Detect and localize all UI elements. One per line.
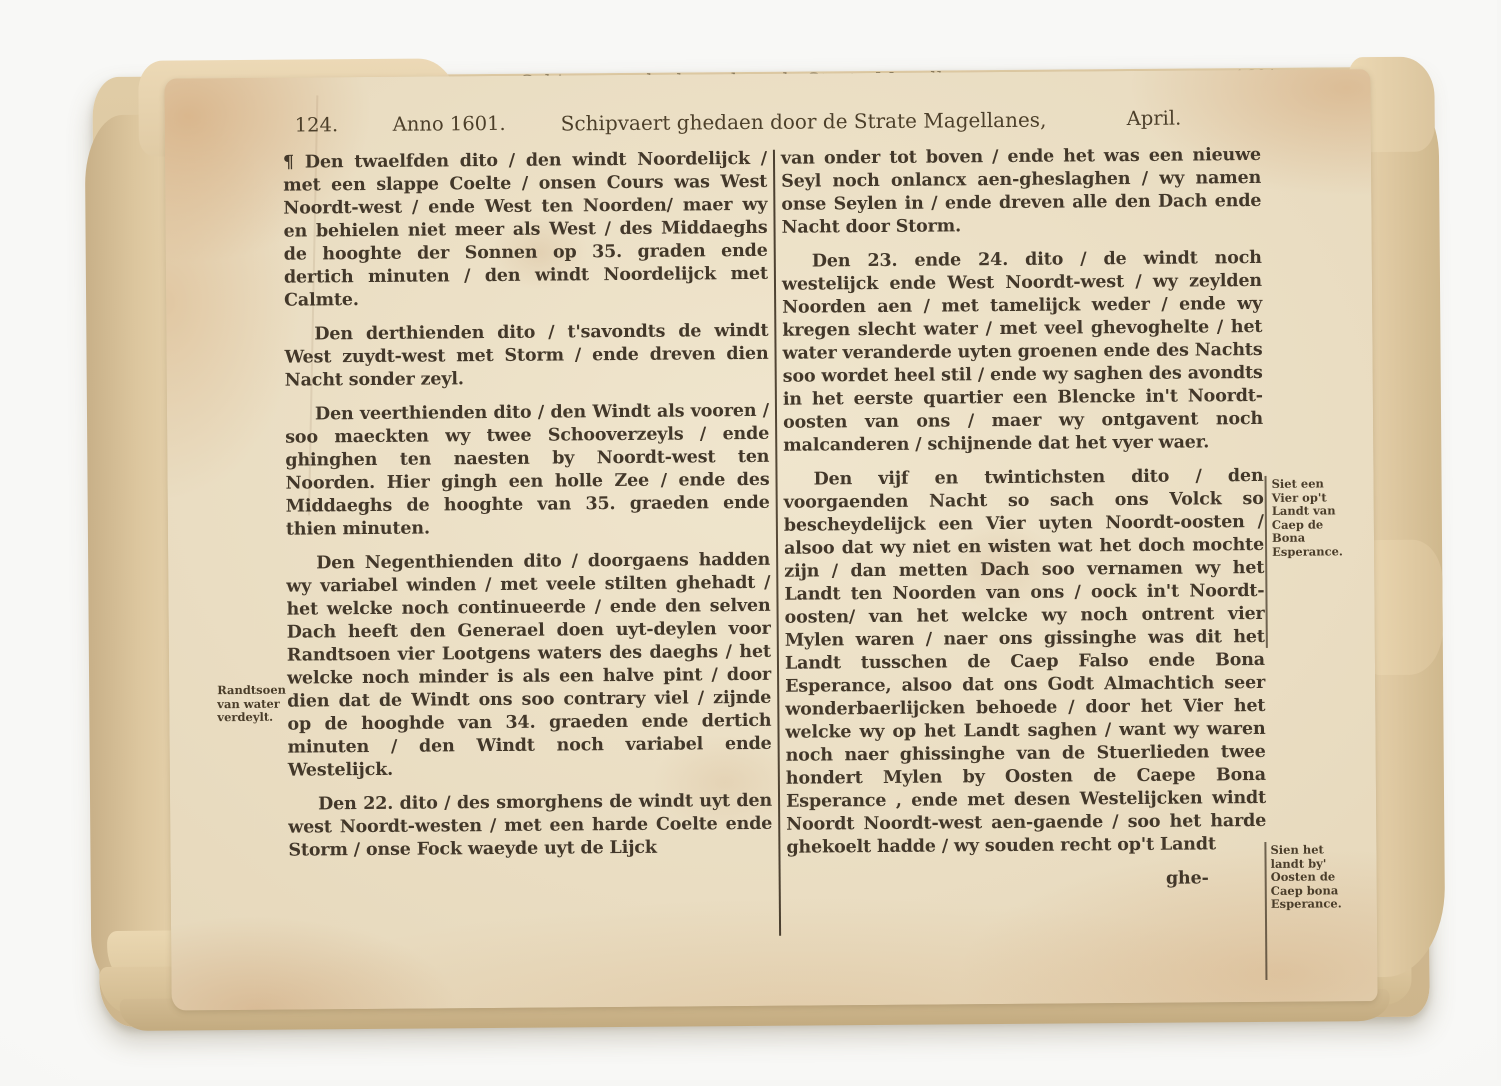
left-column (283, 148, 773, 940)
page-number: 124. (294, 113, 339, 137)
running-title: Schipvaert ghedaen door de Strate Magellanes, (560, 107, 1047, 136)
paragraph: Den veerthienden dito / den Windt als vooren / soo maeckten wy twee Schooverzeyls / ende ghinghen ten naesten by Noordt-west ten Noorden. Hier gingh een holle Zee / ende des Middaeghs de hooghte van 35. graeden ende thien minuten. (285, 400, 770, 540)
header-anno: Anno 1601. (392, 111, 506, 136)
header-month: April. (1126, 106, 1182, 131)
right-column (781, 144, 1267, 936)
torn-page-tab (1368, 540, 1443, 676)
paragraph: Den vijf en twintichsten dito / den voorgaenden Nacht so sach ons Volck so bescheydelijck een Vier uyten Noordt-oosten / alsoo dat wy niet en wisten wat het doch mochte zijn / dan metten Dach soo vernamen wy het Landt ten Noorden van ons / oock in't Noordt-oosten/ van het welcke wy noch ontrent vier Mylen waren / naer ons gissinghe was dit het Landt tusschen de Caep Falso ende Bona Esperance, alsoo dat ons Godt Almachtich seer wonderbaerlijcken behoede / door het Vier het welcke wy op het Landt saghen / want wy waren noch naer ghissinghe van de Stuerlieden twee hondert Mylen by Oosten de Caepe Bona Esperance , ende met desen Westelijcken windt Noordt Noordt-west aen-gaende / soo het harde ghekoelt hadde / wy souden recht op't Landt (783, 465, 1267, 858)
paragraph: Den Negenthienden dito / doorgaens hadden wy variabel winden / met veele stilten ghehadt / het welcke noch continueerde / ende den selven Dach heeft den Generael doen uyt-deylen voor Randtsoen vier Lootgens waters des daeghs / het welcke noch minder is als een halve pint / door dien dat de Windt ons soo contrary viel / zijnde op de hooghde van 34. graeden ende dertich minuten / den Windt noch variabel ende Westelijck. (286, 549, 772, 781)
paragraph: Den 23. ende 24. dito / de windt noch westelijck ende West Noordt-west / wy zeylden Noorden aen / met tamelijck weder / ende wy kregen slecht water / met veel ghevoghelte / het water veranderde uyten groenen ende des Nachts soo wordet heel stil / ende wy saghen des avondts in het eerste quartier een Blencke in't Noordt-oosten van ons / maer wy ontgavent noch malcanderen / schijnende dat het vyer waer. (781, 247, 1264, 456)
catchword: ghe- (1165, 868, 1209, 889)
margin-note-left: Randtsoen van water verdeylt. (217, 682, 287, 725)
paragraph: ¶ Den twaelfden dito / den windt Noordelijck / met een slappe Coelte / onsen Cours was West Noordt-west / ende West ten Noorden/ maer wy en behielen niet meer als West / des Middaeghs de hooghte der Sonnen op 35. graden ende dertich minuten / den windt Noordelijck met Calmte. (282, 148, 768, 311)
printed-page (164, 69, 1377, 1010)
paragraph: Den derthienden dito / t'savondts de windt West zuydt-west met Storm / ende dreven dien Nacht sonder zeyl. (284, 320, 769, 391)
column-divider-rule (773, 150, 781, 936)
paragraph: van onder tot boven / ende het was een nieuwe Seyl noch onlancx aen-gheslaghen / wy namen onse Seylen in / ende dreven alle den Dach ende Nacht door Storm. (780, 144, 1262, 238)
margin-note-right: Sien het landt by' Oosten de Caep bona Esperance. (1270, 842, 1342, 911)
margin-note-right: Siet een Vier op't Landt van Caep de Bona Esperance. (1271, 476, 1343, 559)
text-columns (283, 144, 1271, 940)
paragraph: Den 22. dito / des smorghens de windt uyt den west Noordt-westen / met een harde Coelte ende Storm / onse Fock waeyde uyt de Lijck (288, 790, 773, 861)
